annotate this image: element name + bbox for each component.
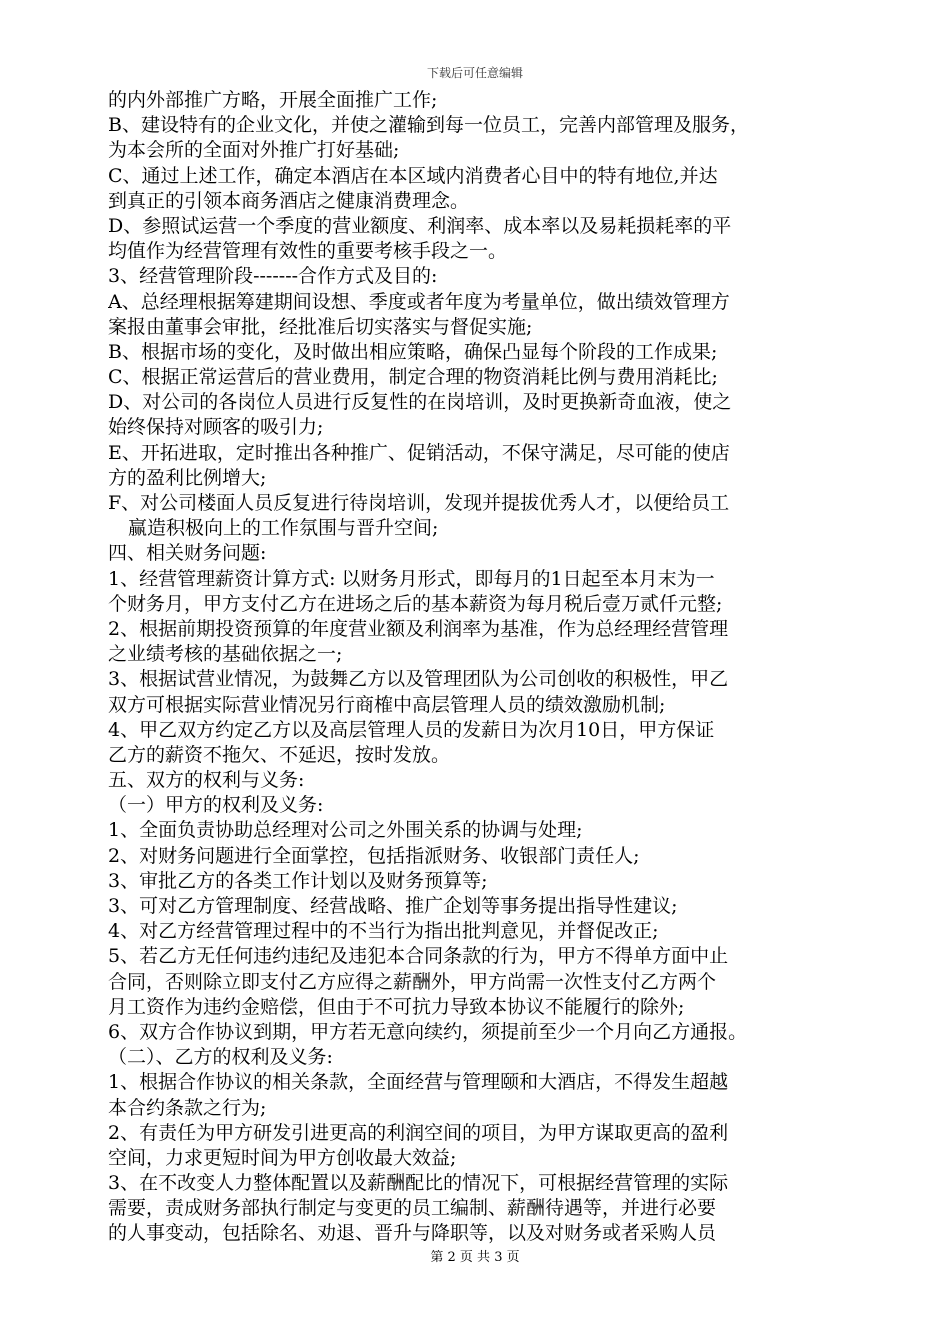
text-line: 月工资作为违约金赔偿，但由于不可抗力导致本协议不能履行的除外; (108, 995, 685, 1018)
text-line: B、建设特有的企业文化，并使之灌输到每一位员工，完善内部管理及服务， (108, 114, 749, 137)
text-line: 方的盈利比例增大; (108, 466, 267, 489)
text-line: 2、对财务问题进行全面掌控，包括指派财务、收银部门责任人; (108, 844, 640, 867)
text-line: D、参照试运营一个季度的营业额度、利润率、成本率以及易耗损耗率的平 (108, 214, 732, 237)
text-line: 四、相关财务问题: (108, 542, 267, 565)
text-line: A、总经理根据筹建期间设想、季度或者年度为考量单位，做出绩效管理方 (108, 290, 730, 313)
text-line: C、根据正常运营后的营业费用，制定合理的物资消耗比例与费用消耗比; (108, 366, 718, 389)
text-line: 个财务月，甲方支付乙方在进场之后的基本薪资为每月税后壹万贰仟元整; (108, 592, 723, 615)
text-line: E、开拓进取，定时推出各种推广、促销活动，不保守满足，尽可能的使店 (108, 441, 730, 464)
page-header: 下载后可任意编辑 (426, 66, 523, 80)
text-line: 1、全面负责协助总经理对公司之外围关系的协调与处理; (108, 819, 583, 842)
text-line: 1、根据合作协议的相关条款，全面经营与管理颐和大酒店，不得发生超越 (108, 1071, 729, 1094)
text-line: 乙方的薪资不拖欠、不延迟，按时发放。 (108, 743, 451, 766)
text-line: 为本会所的全面对外推广打好基础; (108, 139, 400, 162)
text-line: 五、双方的权利与义务: (108, 769, 305, 792)
text-line: 2、有责任为甲方研发引进更高的利润空间的项目，为甲方谋取更高的盈利 (108, 1121, 729, 1144)
text-line: 6、双方合作协议到期，甲方若无意向续约，须提前至少一个月向乙方通报。 (108, 1020, 748, 1043)
text-line: （二）、乙方的权利及义务: (108, 1046, 333, 1069)
text-line: 案报由董事会审批，经批准后切实落实与督促实施; (108, 315, 533, 338)
text-line: 4、对乙方经营管理过程中的不当行为指出批判意见，并督促改正; (108, 920, 659, 943)
text-line: 需要，责成财务部执行制定与变更的员工编制、薪酬待遇等，并进行必要 (108, 1197, 717, 1220)
text-line: 赢造积极向上的工作氛围与晋升空间; (128, 517, 439, 540)
text-line: 3、可对乙方管理制度、经营战略、推广企划等事务提出指导性建议; (108, 895, 678, 917)
text-line: 合同，否则除立即支付乙方应得之薪酬外，甲方尚需一次性支付乙方两个 (108, 970, 717, 993)
text-line: 3、根据试营业情况，为鼓舞乙方以及管理团队为公司创收的积极性，甲乙 (108, 668, 729, 691)
text-line: D、对公司的各岗位人员进行反复性的在岗培训，及时更换新奇血液，使之 (108, 391, 732, 414)
text-line: 的内外部推广方略，开展全面推广工作; (108, 89, 438, 111)
text-line: 1、经营管理薪资计算方式: 以财务月形式，即每月的1日起至本月末为一 (108, 567, 715, 590)
text-line: 3、经营管理阶段-------合作方式及目的: (108, 265, 438, 288)
text-line: 均值作为经营管理有效性的重要考核手段之一。 (108, 240, 508, 263)
text-line: 之业绩考核的基础依据之一; (108, 643, 343, 666)
text-line: 3、在不改变人力整体配置以及薪酬配比的情况下，可根据经营管理的实际 (108, 1172, 729, 1195)
text-line: 到真正的引领本商务酒店之健康消费理念。 (108, 189, 470, 212)
text-line: 的人事变动，包括除名、劝退、晋升与降职等，以及对财务或者采购人员 (108, 1222, 717, 1245)
text-line: （一）甲方的权利及义务: (108, 794, 324, 817)
text-line: B、根据市场的变化，及时做出相应策略，确保凸显每个阶段的工作成果; (108, 340, 718, 363)
text-line: C、通过上述工作，确定本酒店在本区域内消费者心目中的特有地位,并达 (108, 164, 718, 187)
text-line: F、对公司楼面人员反复进行待岗培训，发现并提拔优秀人才，以便给员工 (108, 492, 730, 514)
text-line: 空间，力求更短时间为甲方创收最大效益; (108, 1146, 457, 1169)
text-line: 双方可根据实际营业情况另行商榷中高层管理人员的绩效激励机制; (108, 693, 666, 716)
document-body (108, 88, 838, 1247)
page-footer: 第 2 页 共 3 页 (430, 1250, 520, 1265)
text-line: 4、甲乙双方约定乙方以及高层管理人员的发薪日为次月10日，甲方保证 (108, 718, 715, 741)
text-line: 3、审批乙方的各类工作计划以及财务预算等; (108, 869, 488, 892)
text-line: 始终保持对顾客的吸引力; (108, 416, 324, 439)
text-line: 本合约条款之行为; (108, 1096, 267, 1119)
text-line: 5、若乙方无任何违约违纪及违犯本合同条款的行为，甲方不得单方面中止 (108, 945, 729, 968)
text-line: 2、根据前期投资预算的年度营业额及利润率为基准，作为总经理经营管理 (108, 617, 729, 640)
